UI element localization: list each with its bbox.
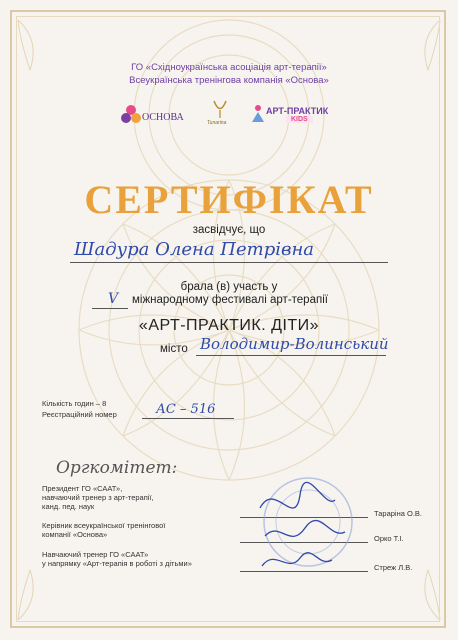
registration-line — [142, 418, 234, 419]
signatory-3-role-line2: у напрямку «Арт-терапія в роботі з дітьми» — [42, 559, 192, 568]
tunarina-logo-text: Tunarina — [207, 120, 227, 126]
signature-1 — [260, 482, 335, 508]
registration-label: Реєстраційний номер — [42, 410, 117, 419]
tunarina-logo — [205, 98, 235, 132]
signatory-2-name: Орко Т.І. — [374, 534, 404, 543]
city-line — [196, 355, 386, 356]
stamp-and-signatures — [240, 470, 380, 580]
signatory-1-name: Тараріна О.В. — [374, 509, 422, 518]
recipient-name-line — [70, 262, 388, 263]
festival-number-line — [92, 308, 128, 309]
signatory-1-role — [42, 484, 154, 511]
signatory-1-role-line2: навчаючий тренер з арт-терапії, — [42, 493, 154, 502]
signatory-3-name: Стреж Л.В. — [374, 563, 413, 572]
osnova-flower-icon — [120, 104, 142, 126]
signatory-3-role — [42, 550, 192, 568]
registration-value: АС – 516 — [156, 402, 216, 417]
signatory-2-role-line2: компанії «Основа» — [42, 530, 108, 539]
signatory-2-role-line1: Керівник всеукраїнської тренінгової — [42, 521, 166, 530]
osnova-logo-text: ОСНОВА — [142, 112, 184, 123]
hours-label: Кількість годин – 8 — [42, 399, 107, 408]
signatory-2-role — [42, 521, 165, 539]
festival-name: «АРТ-ПРАКТИК. ДІТИ» — [138, 317, 320, 334]
company-name: Всеукраїнська тренінгова компанія «Основа» — [129, 75, 329, 86]
organizers-label: Оргкомітет: — [56, 458, 178, 478]
signatory-1-role-line1: Президент ГО «СААТ», — [42, 484, 123, 493]
tunarina-cup-icon — [210, 98, 230, 120]
kids-badge: KIDS — [286, 116, 313, 123]
festival-number: V — [108, 291, 119, 307]
certifies-label: засвідчує, що — [192, 224, 266, 236]
signatory-1-role-line3: канд. пед. наук — [42, 502, 95, 511]
participation-label: брала (в) участь у — [180, 281, 278, 293]
osnova-logo — [120, 104, 182, 130]
recipient-name: Шадура Олена Петрівна — [74, 239, 315, 260]
artpraktik-figure-icon — [250, 104, 266, 124]
certificate-title: СЕРТИФІКАТ — [84, 177, 374, 222]
city-label: місто — [160, 343, 188, 355]
artpraktik-logo — [250, 104, 340, 134]
artpraktik-logo-text: АРТ-ПРАКТИК — [266, 106, 329, 116]
city-value: Володимир-Волинський — [200, 335, 389, 353]
signatory-3-role-line1: Навчаючий тренер ГО «СААТ» — [42, 550, 149, 559]
festival-description: міжнародному фестивалі арт-терапії — [132, 294, 328, 306]
logos-row — [0, 96, 458, 136]
association-name: ГО «Східноукраїнська асоціація арт-терапії» — [131, 62, 327, 73]
